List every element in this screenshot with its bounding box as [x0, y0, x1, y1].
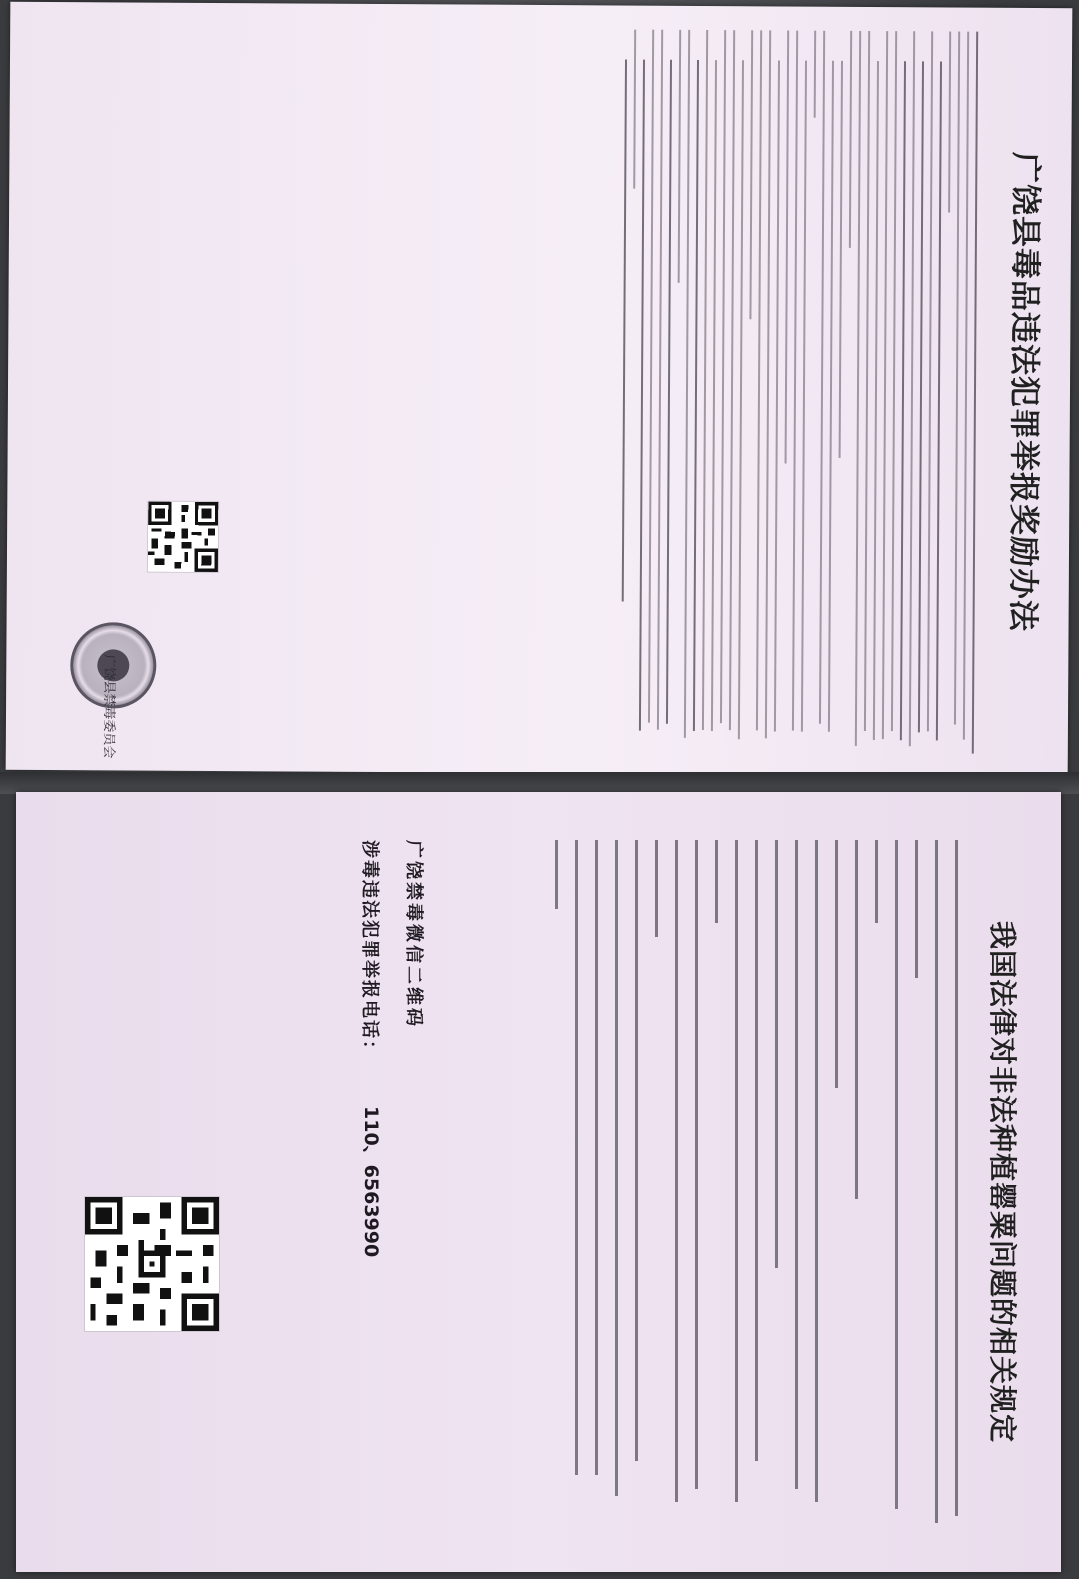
body-line — [785, 31, 790, 464]
body-line — [935, 840, 938, 1523]
bottom-document-title: 我国法律对非法种植罂粟问题的相关规定 — [986, 920, 1019, 1443]
body-line — [828, 61, 834, 732]
document-sheet-top — [6, 2, 1073, 776]
body-line — [835, 840, 838, 1088]
bottom-document-body — [538, 840, 958, 1530]
body-line — [948, 31, 951, 212]
body-line — [729, 30, 735, 730]
body-line — [909, 31, 915, 746]
body-line — [635, 840, 638, 1461]
hotline-numbers: 110、6563990 — [360, 1106, 382, 1258]
body-line — [795, 840, 798, 1489]
body-line — [655, 840, 658, 937]
body-line — [622, 60, 627, 602]
body-line — [900, 61, 906, 740]
body-line — [675, 840, 678, 1502]
body-line — [936, 61, 942, 740]
body-line — [715, 840, 718, 923]
hotline-label: 涉毒违法犯罪举报电话： — [359, 840, 380, 1060]
body-line — [711, 60, 717, 731]
body-line — [895, 840, 898, 1509]
top-document-body — [614, 29, 978, 753]
body-line — [693, 60, 699, 731]
body-line — [756, 30, 762, 730]
body-line — [819, 31, 825, 724]
body-line — [918, 61, 924, 732]
body-line — [666, 60, 672, 724]
body-line — [735, 840, 738, 1502]
body-line — [755, 840, 758, 1461]
body-line — [595, 840, 598, 1475]
body-line — [633, 30, 636, 189]
body-line — [639, 60, 645, 731]
body-line — [855, 840, 858, 1199]
body-line — [678, 30, 682, 283]
body-line — [774, 60, 780, 731]
body-line — [972, 32, 978, 754]
body-line — [738, 60, 744, 739]
wechat-note: 广饶禁毒微信二维码 — [403, 840, 424, 1029]
gap-between-sheets — [0, 772, 1079, 794]
body-line — [615, 840, 618, 1496]
body-line — [882, 31, 888, 739]
body-line — [555, 840, 558, 909]
body-line — [720, 30, 726, 723]
body-line — [702, 30, 708, 730]
qr-code-top — [147, 501, 219, 573]
body-line — [684, 30, 690, 738]
document-sheet-bottom — [16, 792, 1061, 1572]
body-line — [927, 31, 933, 731]
body-line — [915, 840, 918, 978]
body-line — [955, 840, 958, 1516]
body-line — [815, 840, 818, 1502]
body-line — [875, 840, 878, 923]
body-line — [792, 31, 798, 731]
body-line — [855, 31, 861, 746]
body-line — [839, 61, 843, 458]
body-line — [814, 31, 817, 118]
top-document-title: 广饶县毒品违法犯罪举报奖励办法 — [1004, 151, 1044, 633]
body-line — [954, 32, 960, 725]
body-line — [575, 840, 578, 1475]
issuer-signature: 广饶县禁毒委员会 — [100, 654, 117, 759]
body-line — [864, 31, 870, 731]
body-line — [849, 31, 852, 248]
body-line — [775, 840, 778, 1268]
body-line — [765, 30, 771, 738]
body-line — [695, 840, 698, 1489]
qr-code-bottom — [84, 1196, 220, 1332]
body-line — [891, 31, 897, 731]
body-line — [648, 30, 654, 723]
body-line — [801, 61, 807, 732]
document-page-top — [16, 14, 1065, 764]
body-line — [963, 32, 969, 740]
document-page-bottom — [30, 806, 1046, 1558]
body-line — [657, 30, 663, 730]
body-line — [749, 30, 753, 319]
body-line — [873, 61, 879, 740]
